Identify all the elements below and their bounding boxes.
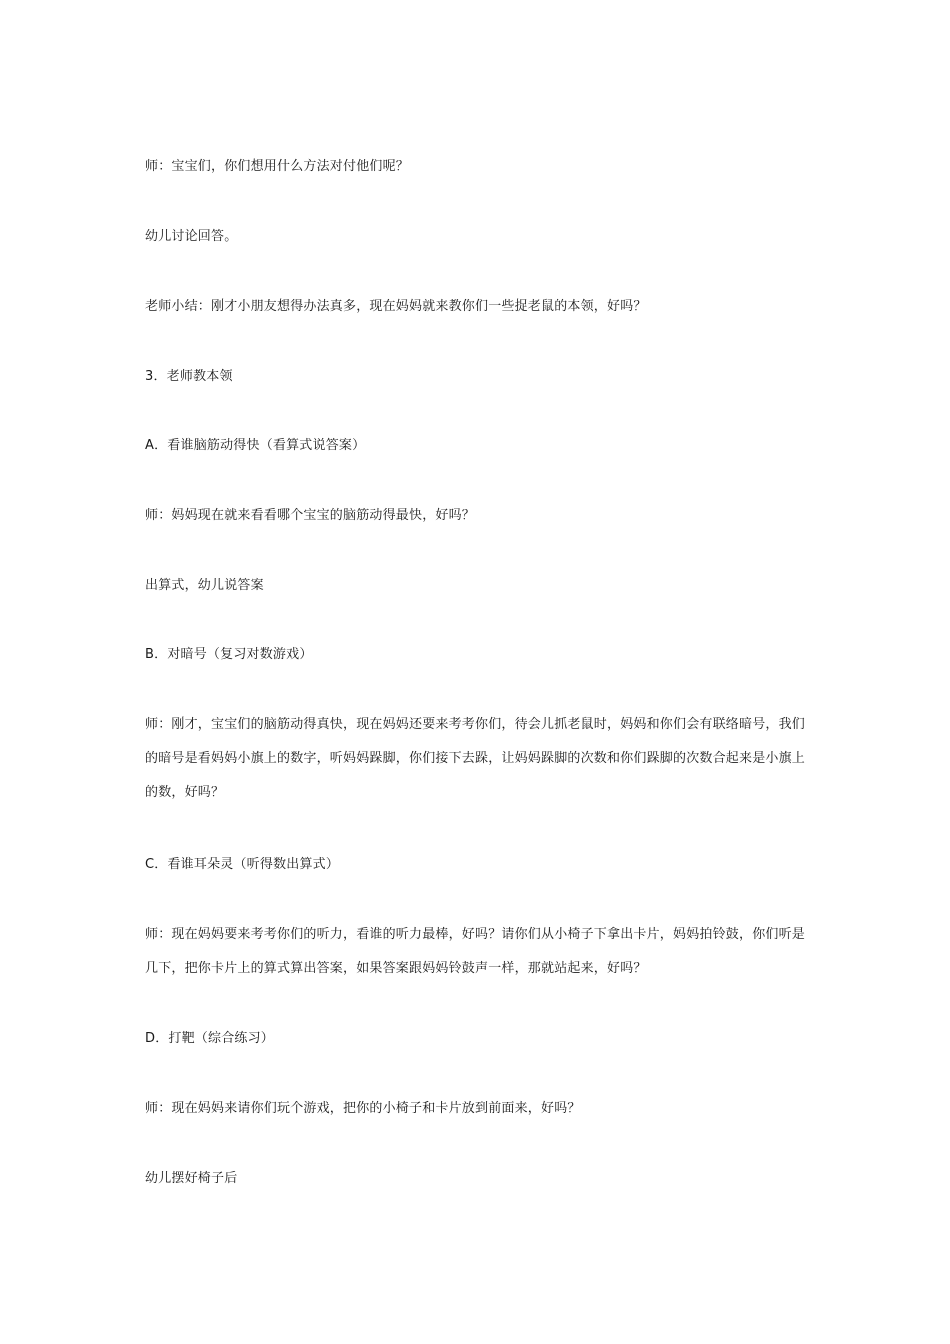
section-heading-3: 3．老师教本领 xyxy=(145,369,233,384)
paragraph-a-action: 出算式，幼儿说答案 xyxy=(145,578,264,593)
paragraph-d-teacher: 师：现在妈妈来请你们玩个游戏，把你的小椅子和卡片放到前面来，好吗？ xyxy=(145,1101,581,1116)
subheading-c: C．看谁耳朵灵（听得数出算式） xyxy=(145,857,340,872)
subheading-b: B．对暗号（复习对数游戏） xyxy=(145,647,313,662)
paragraph-d-action: 幼儿摆好椅子后 xyxy=(145,1171,238,1186)
paragraph-b-teacher: 师：刚才，宝宝们的脑筋动得真快，现在妈妈还要来考考你们，待会儿抓老鼠时，妈妈和你们会有联络暗号，我们的暗号是看妈妈小旗上的数字，听妈妈跺脚，你们接下去跺，让妈妈跺脚的次数和你们跺脚的次数合起来是小旗上的数，好吗？ xyxy=(145,717,806,800)
subheading-d: D．打靶（综合练习） xyxy=(145,1031,275,1046)
paragraph-children-discuss: 幼儿讨论回答。 xyxy=(145,229,238,244)
subheading-a: A．看谁脑筋动得快（看算式说答案） xyxy=(145,438,366,453)
paragraph-c-teacher: 师：现在妈妈要来考考你们的听力，看谁的听力最棒，好吗？请你们从小椅子下拿出卡片，妈妈拍铃鼓，你们听是几下，把你卡片上的算式算出答案，如果答案跟妈妈铃鼓声一样，那就站起来，好吗？ xyxy=(145,927,806,976)
paragraph-a-teacher: 师：妈妈现在就来看看哪个宝宝的脑筋动得最快，好吗？ xyxy=(145,508,476,523)
paragraph-teacher-summary: 老师小结：刚才小朋友想得办法真多，现在妈妈就来教你们一些捉老鼠的本领，好吗？ xyxy=(145,299,647,314)
paragraph-teacher-question: 师：宝宝们，你们想用什么方法对付他们呢？ xyxy=(145,159,410,174)
